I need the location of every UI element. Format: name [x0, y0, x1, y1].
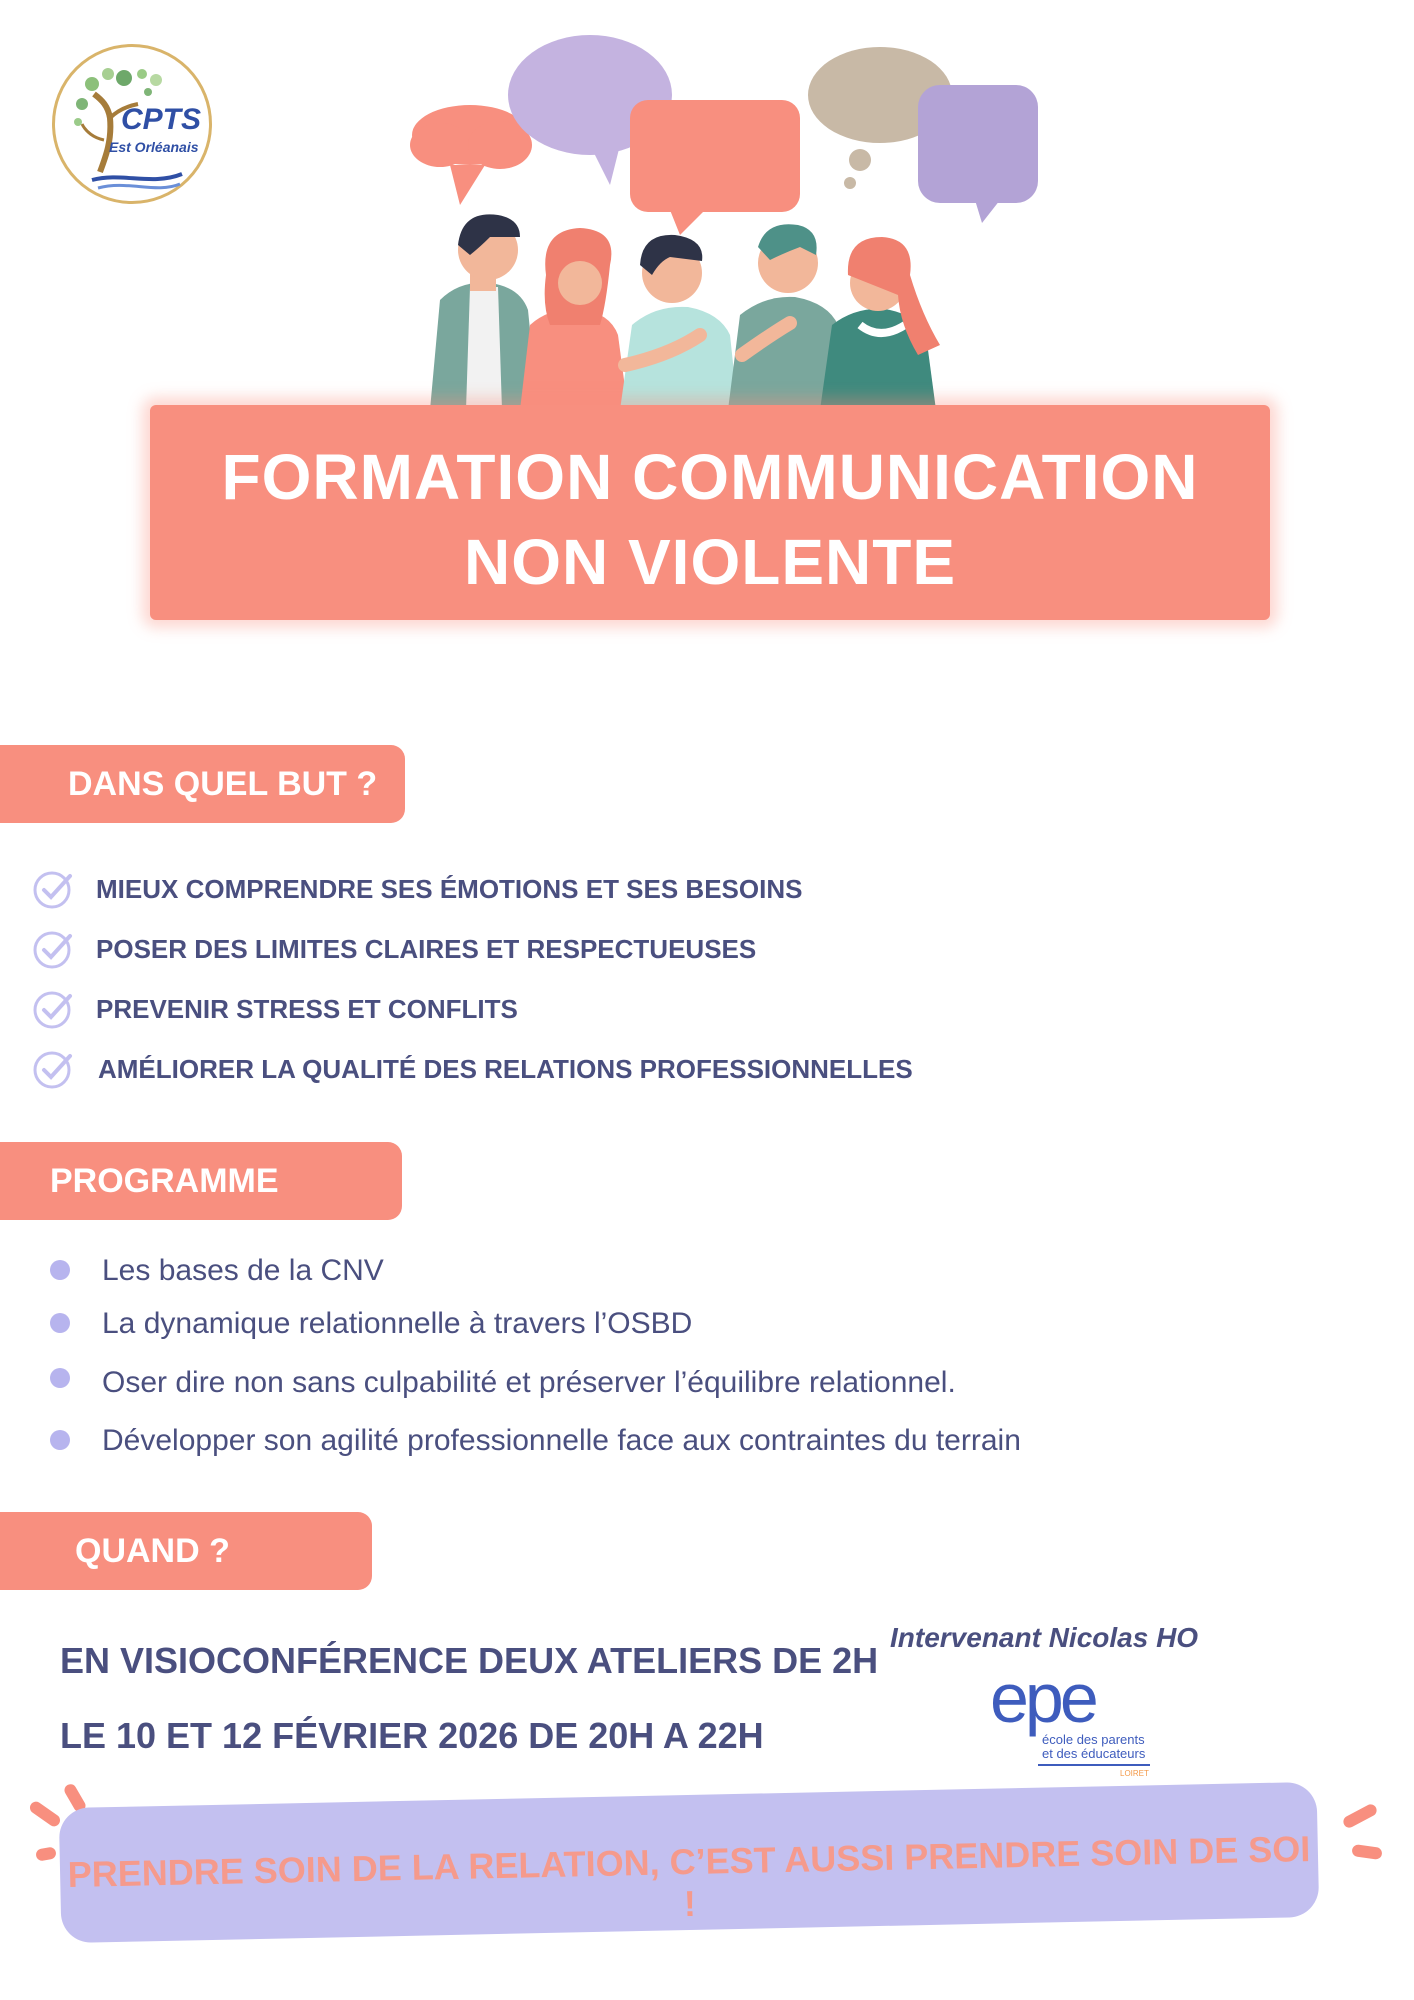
section-title-program: PROGRAMME	[50, 1162, 279, 1200]
check-circle-icon	[32, 926, 76, 970]
people-talking-illustration	[370, 25, 1050, 410]
footer-banner	[59, 1782, 1320, 1943]
epe-logo-mark: epe	[990, 1659, 1095, 1737]
check-circle-icon	[32, 1046, 76, 1090]
goal-text: AMÉLIORER LA QUALITÉ DES RELATIONS PROFESSIONNELLES	[98, 1054, 913, 1084]
page-title-line1: FORMATION COMMUNICATION	[221, 441, 1199, 513]
logo-divider	[1038, 1764, 1150, 1766]
program-text: Oser dire non sans culpabilité et préserver l’équilibre relationnel.	[102, 1366, 956, 1399]
section-title-when: QUAND ?	[75, 1532, 230, 1570]
title-banner	[150, 405, 1270, 620]
program-text: La dynamique relationnelle à travers l’OSBD	[102, 1307, 693, 1340]
person-2	[520, 228, 628, 410]
section-tag-when	[0, 1512, 372, 1590]
check-circle-icon	[32, 986, 76, 1030]
section-title-goals: DANS QUEL BUT ?	[68, 765, 378, 803]
decor-dash	[28, 1799, 63, 1828]
section-tag-goals	[0, 745, 405, 823]
speech-bubble-icon	[918, 85, 1038, 223]
epe-logo-line2: et des éducateurs	[1042, 1746, 1146, 1761]
program-text: Les bases de la CNV	[102, 1254, 384, 1287]
decor-dash	[1341, 1802, 1378, 1829]
bullet-dot-icon	[50, 1260, 70, 1280]
epe-logo	[990, 1659, 1165, 1780]
when-line-1: EN VISIOCONFÉRENCE DEUX ATELIERS DE 2H	[60, 1640, 879, 1681]
page-title-line2: NON VIOLENTE	[463, 526, 957, 598]
when-line-2: LE 10 ET 12 FÉVRIER 2026 DE 20H A 22H	[60, 1715, 764, 1756]
goal-text: PREVENIR STRESS ET CONFLITS	[96, 994, 518, 1024]
goal-text: POSER DES LIMITES CLAIRES ET RESPECTUEUSES	[96, 934, 757, 964]
check-circle-icon	[32, 866, 76, 910]
program-text: Développer son agilité professionnelle face aux contraintes du terrain	[102, 1424, 1021, 1457]
person-1	[430, 214, 538, 410]
logo-subtitle: Est Orléanais	[109, 139, 199, 155]
cpts-logo	[52, 44, 212, 204]
bullet-dot-icon	[50, 1368, 70, 1388]
section-tag-program	[0, 1142, 402, 1220]
bullet-dot-icon	[50, 1430, 70, 1450]
speech-bubble-icon	[630, 100, 800, 235]
person-3	[620, 235, 738, 410]
person-5	[820, 237, 940, 410]
logo-title: CPTS	[121, 103, 202, 136]
speaker-label: Intervenant Nicolas HO	[890, 1622, 1199, 1653]
speech-bubble-icon	[410, 105, 532, 205]
epe-logo-line1: école des parents	[1042, 1732, 1145, 1747]
footer-slogan: PRENDRE SOIN DE LA RELATION, C’EST AUSSI PRENDRE SOIN DE SOI !	[67, 1827, 1311, 1925]
decor-dash	[1351, 1844, 1382, 1860]
decor-dash	[35, 1846, 57, 1861]
goal-text: MIEUX COMPRENDRE SES ÉMOTIONS ET SES BESOINS	[96, 874, 803, 904]
bullet-dot-icon	[50, 1313, 70, 1333]
epe-logo-region: LOIRET	[1120, 1769, 1149, 1778]
